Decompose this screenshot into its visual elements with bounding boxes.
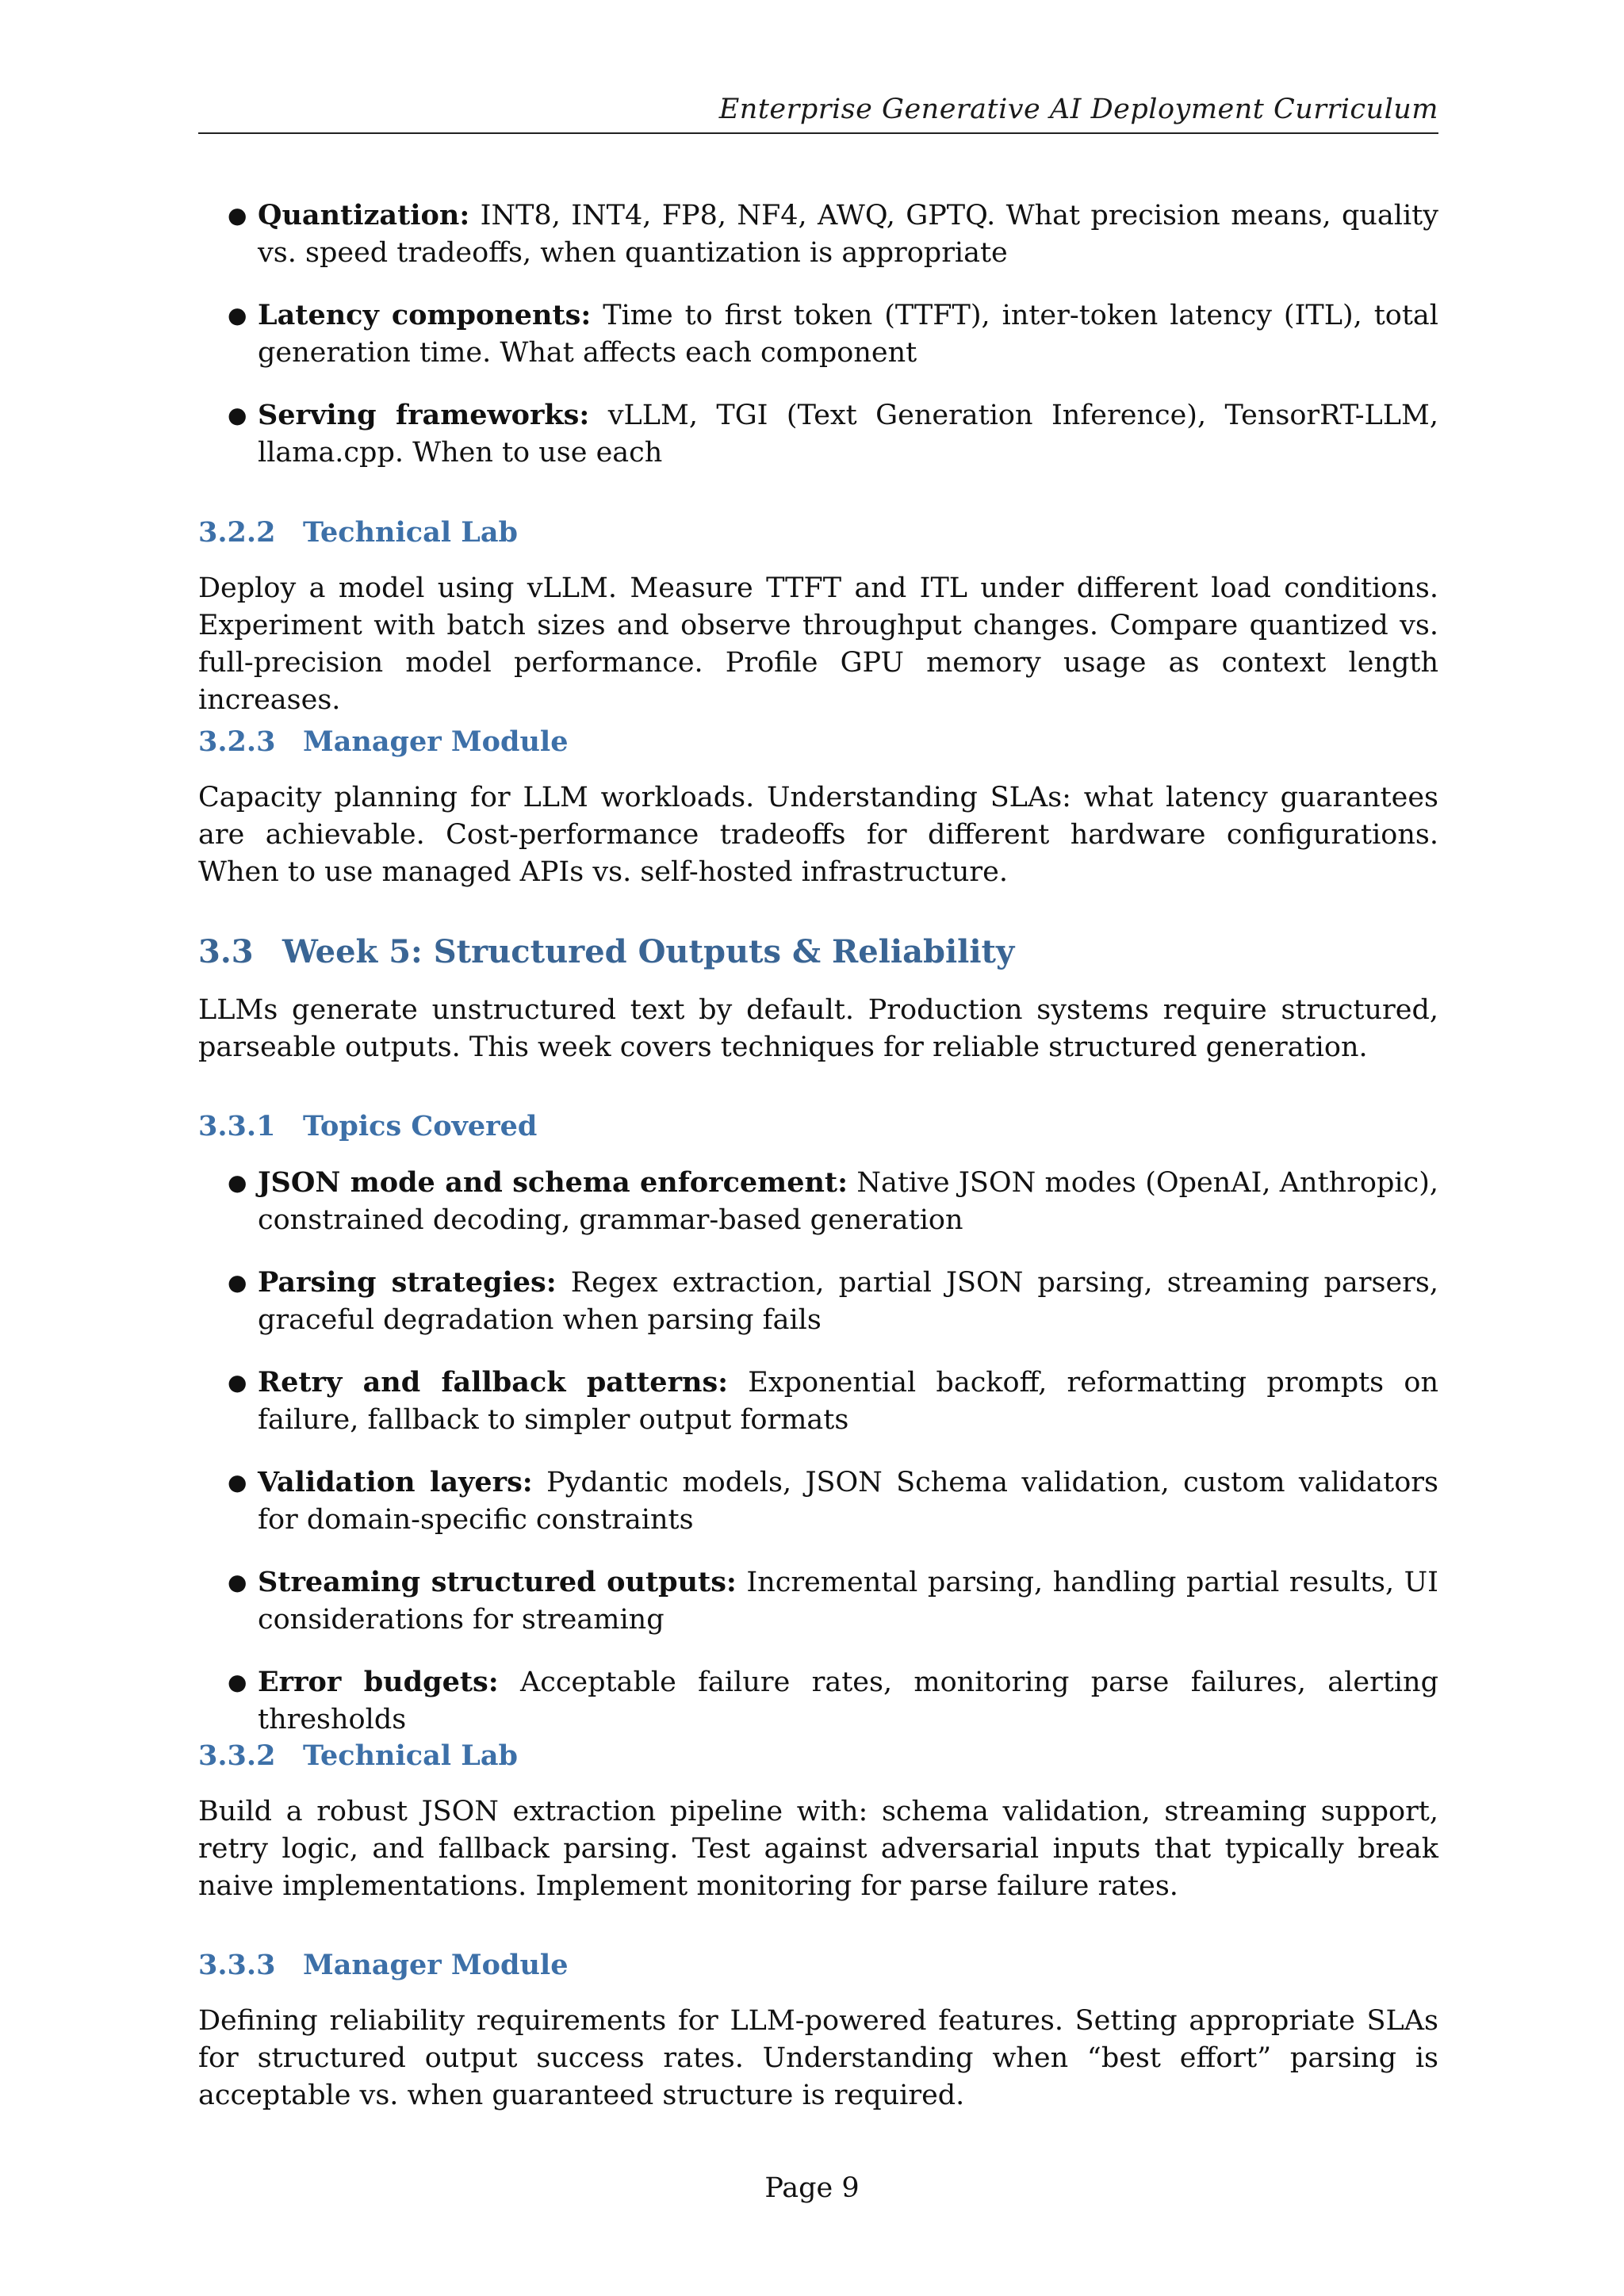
section-number: 3.3.2 (198, 1739, 276, 1772)
subsection-heading (198, 1737, 1438, 1774)
list-item-serving (198, 396, 1438, 472)
section-number: 3.3.3 (198, 1949, 276, 1981)
bullet-icon: ● (228, 1169, 247, 1196)
section-number: 3.2.3 (198, 725, 276, 758)
list-item-streaming (198, 1563, 1438, 1639)
running-header: Enterprise Generative AI Deployment Curriculum (718, 94, 1438, 125)
bullet-label: JSON mode and schema enforcement: (258, 1166, 848, 1199)
section-title: Technical Lab (303, 516, 519, 549)
bullet-label: Quantization: (258, 199, 470, 232)
subsection-heading (198, 1108, 1438, 1145)
bullet-text: Incremental parsing, handling partial results, UI considerations for streaming (258, 1567, 1438, 1636)
bullet-icon: ● (228, 302, 247, 328)
bullet-icon: ● (228, 202, 247, 228)
page-number: Page 9 (764, 2172, 860, 2204)
bullet-label: Parsing strategies: (258, 1266, 557, 1299)
section-3-3-body (198, 992, 1438, 1066)
section-title: Manager Module (303, 725, 569, 758)
section-3-2-2 (198, 514, 1438, 551)
list-item-error-budgets (198, 1663, 1438, 1739)
section-3-3-1 (198, 1108, 1438, 1145)
bullet-text: Regex extraction, partial JSON parsing, streaming parsers, graceful degradation when parsing fails (258, 1267, 1438, 1336)
section-number: 3.2.2 (198, 516, 276, 549)
top-bullet-list (198, 197, 1438, 472)
subsection-heading (198, 514, 1438, 551)
bullet-text: Time to first token (TTFT), inter-token latency (ITL), total generation time. What affects each component (258, 300, 1438, 369)
paragraph: Capacity planning for LLM workloads. Understanding SLAs: what latency guarantees are achievable. Cost-performance tradeoffs for different hardware configurations. When to use managed APIs vs. self-hosted infrastructure. (198, 782, 1438, 888)
bullet-text: Exponential backoff, reformatting prompts on failure, fallback to simpler output formats (258, 1367, 1438, 1436)
section-number: 3.3 (198, 933, 254, 970)
bullet-text: Pydantic models, JSON Schema validation, custom validators for domain-specific constraints (258, 1467, 1439, 1536)
paragraph: Deploy a model using vLLM. Measure TTFT and ITL under different load conditions. Experiment with batch sizes and observe throughput changes. Compare quantized vs. full-precision model performance. Profile GPU memory usage as context length increases. (198, 572, 1438, 716)
subsection-heading (198, 723, 1438, 760)
bullet-label: Retry and fallback patterns: (258, 1366, 729, 1399)
topics-bullet-list (198, 1164, 1438, 1739)
header-rule (198, 132, 1438, 134)
bullet-text: vLLM, TGI (Text Generation Inference), TensorRT-LLM, llama.cpp. When to use each (258, 400, 1438, 469)
paragraph: Build a robust JSON extraction pipeline with: schema validation, streaming support, retry logic, and fallback parsing. Test against adversarial inputs that typically break naive implementations. Implement monitoring for parse failure rates. (198, 1796, 1438, 1902)
section-number: 3.3.1 (198, 1110, 276, 1142)
section-3-3-3 (198, 1946, 1438, 1984)
list-item-quantization (198, 197, 1438, 272)
bullet-icon: ● (228, 1469, 247, 1495)
section-title: Manager Module (303, 1949, 569, 1981)
section-3-3-2 (198, 1737, 1438, 1774)
section-3-2-2-body (198, 570, 1438, 719)
section-title: Technical Lab (303, 1739, 519, 1772)
section-3-3-3-body (198, 2003, 1438, 2114)
subsection-heading (198, 1946, 1438, 1984)
paragraph: Defining reliability requirements for LLM-powered features. Setting appropriate SLAs for structured output success rates. Understanding when “best effort” parsing is acceptable vs. when guaranteed structure is required. (198, 2005, 1438, 2111)
section-title: Week 5: Structured Outputs & Reliability (282, 933, 1015, 970)
list-item-latency (198, 297, 1438, 372)
section-heading (198, 932, 1438, 972)
bullet-icon: ● (228, 1269, 247, 1295)
section-3-2-3 (198, 723, 1438, 760)
paragraph: LLMs generate unstructured text by default. Production systems require structured, parseable outputs. This week covers techniques for reliable structured generation. (198, 994, 1438, 1063)
bullet-label: Error budgets: (258, 1666, 499, 1698)
bullet-icon: ● (228, 1569, 247, 1595)
bullet-text: Native JSON modes (OpenAI, Anthropic), constrained decoding, grammar-based generation (258, 1167, 1438, 1236)
section-3-3-2-body (198, 1793, 1438, 1905)
bullet-icon: ● (228, 1369, 247, 1395)
bullet-label: Latency components: (258, 299, 592, 331)
bullet-text: INT8, INT4, FP8, NF4, AWQ, GPTQ. What precision means, quality vs. speed tradeoffs, when quantization is appropriate (258, 200, 1438, 269)
list-item-retry (198, 1364, 1438, 1439)
bullet-text: Acceptable failure rates, monitoring parse failures, alerting thresholds (258, 1667, 1438, 1735)
bullet-label: Serving frameworks: (258, 399, 590, 431)
list-item-validation (198, 1464, 1438, 1539)
bullet-label: Validation layers: (258, 1466, 533, 1498)
list-item-json-mode (198, 1164, 1438, 1239)
section-3-2-3-body (198, 779, 1438, 891)
section-3-3 (198, 932, 1438, 972)
bullet-label: Streaming structured outputs: (258, 1566, 737, 1598)
bullet-icon: ● (228, 1669, 247, 1695)
list-item-parsing (198, 1264, 1438, 1339)
section-title: Topics Covered (303, 1110, 538, 1142)
bullet-icon: ● (228, 402, 247, 428)
